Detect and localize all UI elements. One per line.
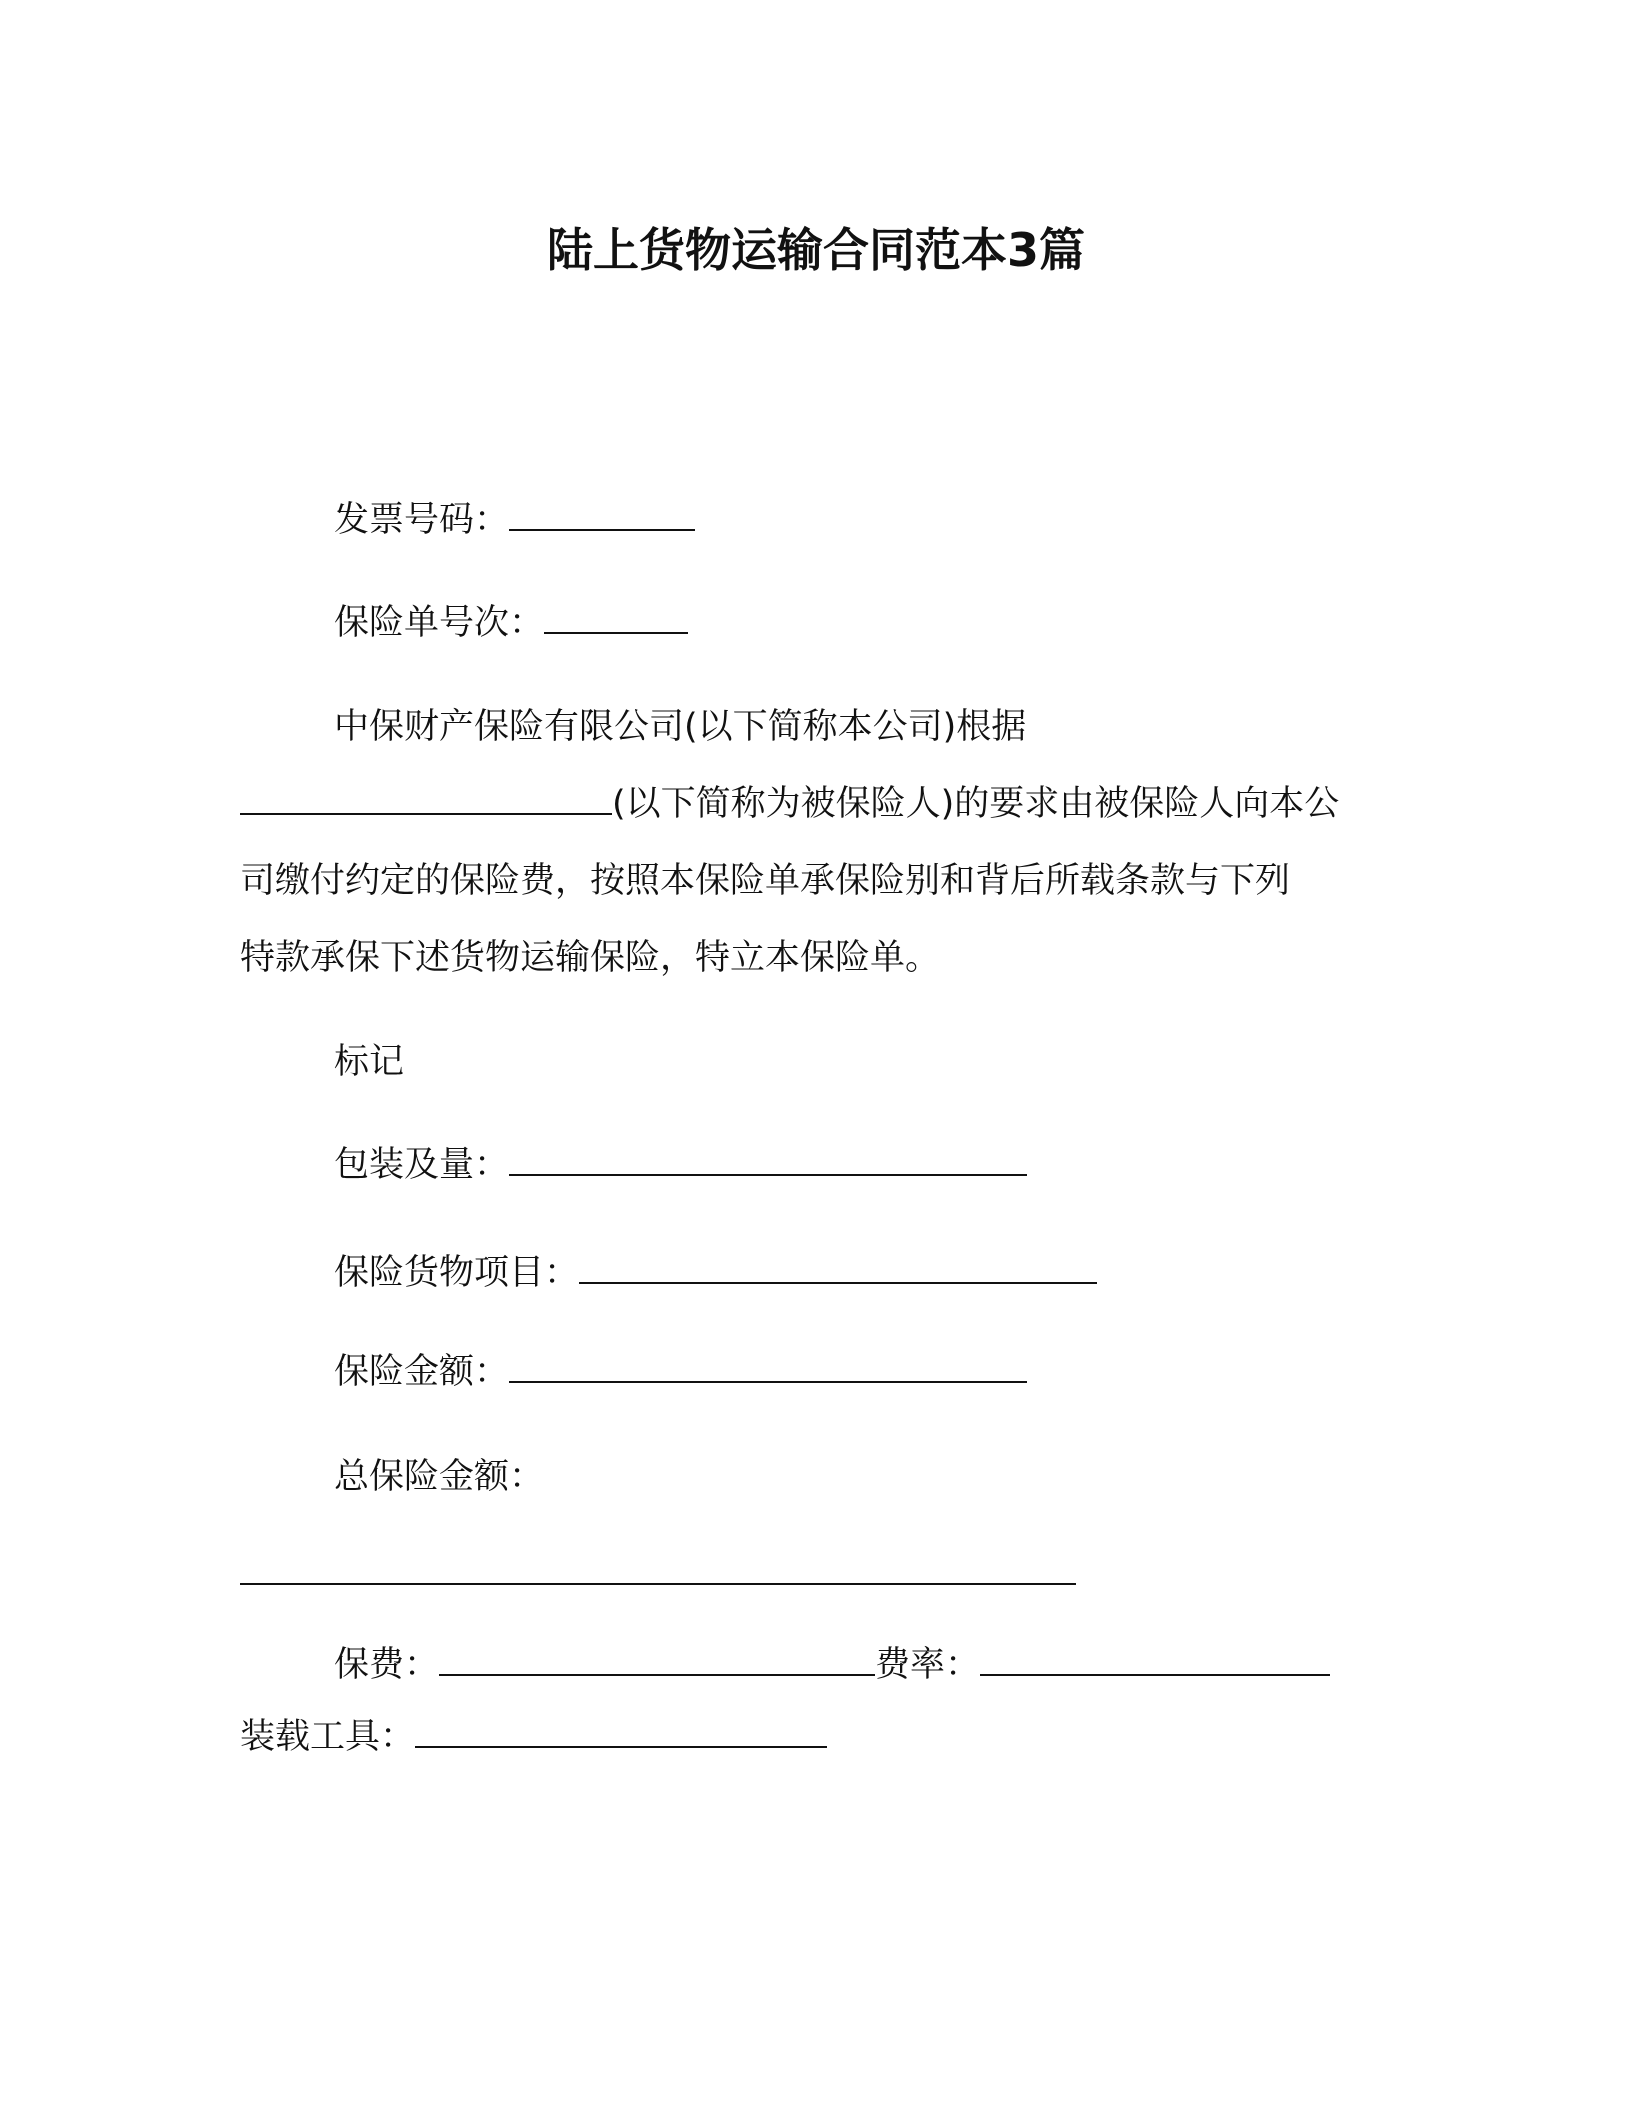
total-amount-blank [240, 1583, 1076, 1585]
insured-amount-blank [509, 1347, 1027, 1383]
conveyance-blank [415, 1712, 827, 1748]
insured-goods-blank [579, 1248, 1097, 1284]
intro-line-4: 特款承保下述货物运输保险，特立本保险单。 [240, 938, 941, 978]
rate-blank [980, 1640, 1330, 1676]
insured-amount-label: 保险金额： [334, 1352, 510, 1392]
intro-line-2-text: (以下简称为被保险人)的要求由被保险人向本公 [612, 784, 1340, 824]
intro-line-2 [240, 779, 1339, 829]
policy-number-blank [544, 598, 688, 634]
premium-rate-line [334, 1640, 1330, 1690]
mark-label: 标记 [334, 1042, 405, 1082]
intro-line-3: 司缴付约定的保险费，按照本保险单承保险别和背后所载条款与下列 [240, 861, 1291, 901]
conveyance-line [240, 1712, 827, 1762]
page-title: 陆上货物运输合同范本3篇 [546, 223, 1085, 277]
insured-amount-line [334, 1347, 1027, 1397]
packing-quantity-blank [509, 1140, 1027, 1176]
packing-quantity-label: 包装及量： [334, 1145, 510, 1185]
rate-label: 费率： [875, 1645, 981, 1685]
premium-label: 保费： [334, 1645, 440, 1685]
insured-name-blank [240, 779, 612, 815]
insured-goods-line [334, 1248, 1097, 1298]
policy-number-line [334, 598, 688, 648]
policy-number-label: 保险单号次： [334, 603, 545, 643]
invoice-number-line [334, 495, 695, 545]
premium-blank [439, 1640, 875, 1676]
conveyance-label: 装载工具： [240, 1717, 416, 1757]
invoice-number-label: 发票号码： [334, 500, 510, 540]
invoice-number-blank [509, 495, 695, 531]
intro-line-1: 中保财产保险有限公司(以下简称本公司)根据 [334, 707, 1027, 747]
insured-goods-label: 保险货物项目： [334, 1253, 580, 1293]
packing-quantity-line [334, 1140, 1027, 1190]
total-amount-label: 总保险金额： [334, 1457, 545, 1497]
